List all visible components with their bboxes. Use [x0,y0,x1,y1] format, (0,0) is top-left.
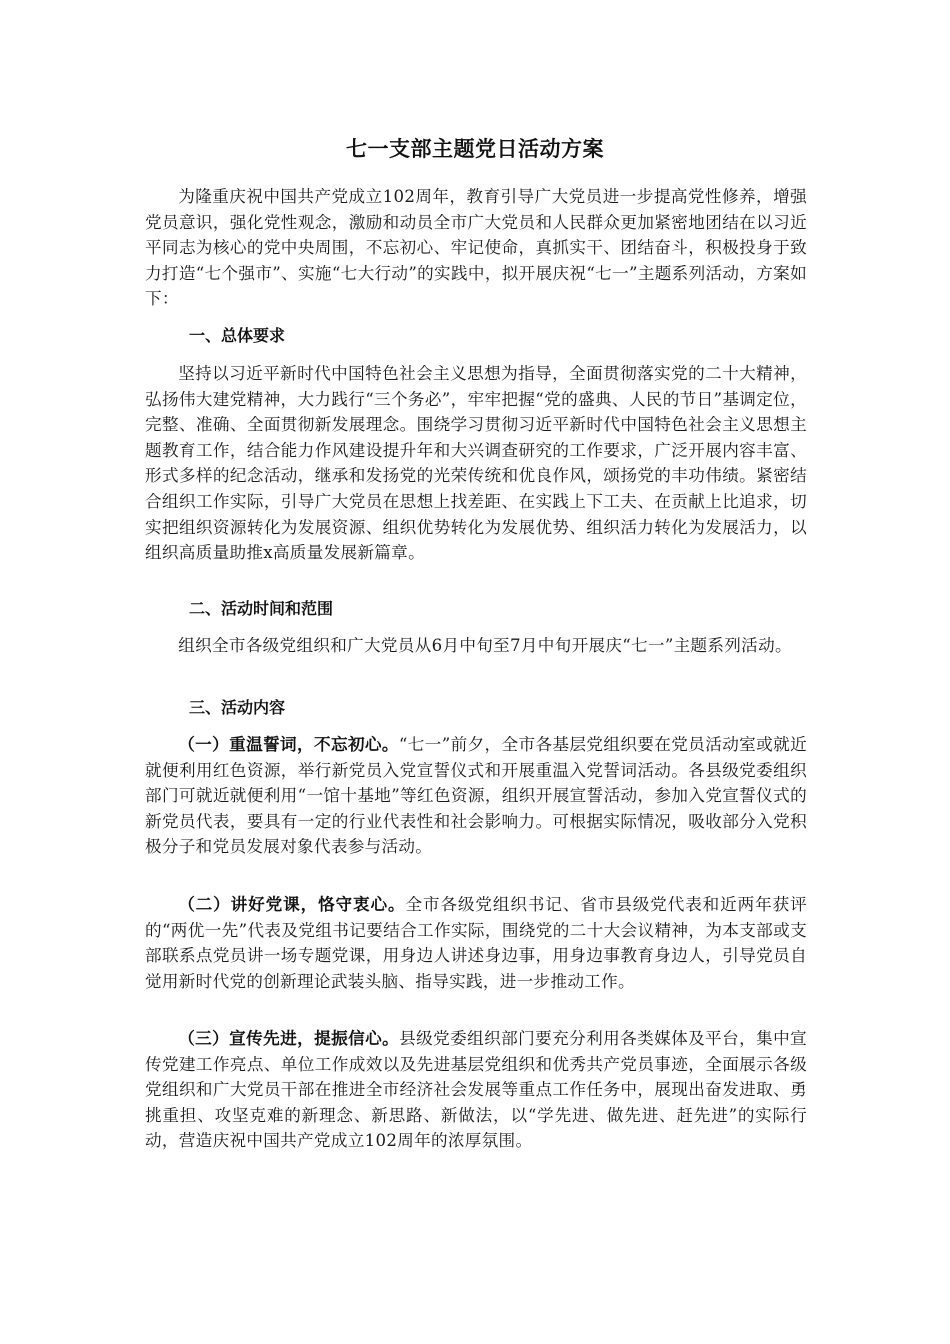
section-heading: 一、总体要求 [189,326,286,345]
section-heading: 二、活动时间和范围 [189,599,334,618]
document-title: 七一支部主题党日活动方案 [346,137,604,161]
section-3 [145,695,807,721]
intro-block [145,184,807,312]
content-item-paragraph [145,892,807,994]
section-body: 坚持以习近平新时代中国特色社会主义思想为指导，全面贯彻落实党的二十大精神，弘扬伟大建党精神，大力践行“三个务必”，牢牢把握“党的盛典、人民的节日”基调定位，完整、准确、全面贯彻新发展理念。围绕学习贯彻习近平新时代中国特色社会主义思想主题教育工作，结合能力作风建设提升年和大兴调查研究的工作要求，广泛开展内容丰富、形式多样的纪念活动，继承和发扬党的光荣传统和优良作风，颂扬党的丰功伟绩。紧密结合组织工作实际，引导广大党员在思想上找差距、在实践上下工夫、在贡献上比追求，切实把组织资源转化为发展资源、组织优势转化为发展优势、组织活力转化为发展活力，以组织高质量助推x高质量发展新篇章。 [145,364,807,563]
section-2-body-block [145,633,807,659]
content-item-lead: （二）讲好党课，恪守衷心。 [178,895,406,914]
content-item-paragraph [145,1026,807,1154]
content-item-2 [145,892,807,994]
content-item-1 [145,732,807,860]
section-body: 组织全市各级党组织和广大党员从6月中旬至7月中旬开展庆“七一”主题系列活动。 [178,636,792,655]
content-item-body: “七一”前夕，全市各基层党组织要在党员活动室或就近就便利用红色资源，举行新党员入党宣誓仪式和开展重温入党誓词活动。各县级党委组织部门可就近就便利用“一馆十基地”等红色资源，组织开展宣誓活动，参加入党宣誓仪式的新党员代表，要具有一定的行业代表性和社会影响力。可根据实际情况，吸收部分入党积极分子和党员发展对象代表参与活动。 [145,735,807,857]
content-item-body: 县级党委组织部门要充分利用各类媒体及平台，集中宣传党建工作亮点、单位工作成效以及先进基层党组织和优秀共产党员事迹，全面展示各级党组织和广大党员干部在推进全市经济社会发展等重点工作任务中，展现出奋发进取、勇挑重担、攻坚克难的新理念、新思路、新做法，以“学先进、做先进、赶先进”的实际行动，营造庆祝中国共产党成立102周年的浓厚氛围。 [145,1029,807,1151]
section-1 [145,323,807,349]
section-2 [145,596,807,622]
content-item-lead: （一）重温誓词，不忘初心。 [178,735,399,754]
content-item-body: 全市各级党组织书记、省市县级党代表和近两年获评的“两优一先”代表及党组书记要结合工作实际，围绕党的二十大会议精神，为本支部或支部联系点党员讲一场专题党课，用身边人讲述身边事，用身边事教育身边人，引导党员自觉用新时代党的创新理论武装头脑、指导实践，进一步推动工作。 [145,895,807,991]
content-item-3 [145,1026,807,1154]
content-item-paragraph [145,732,807,860]
content-item-lead: （三）宣传先进，提振信心。 [178,1029,400,1048]
section-1-body-block [145,361,807,566]
intro-paragraph: 为隆重庆祝中国共产党成立102周年，教育引导广大党员进一步提高党性修养，增强党员意识，强化党性观念，激励和动员全市广大党员和人民群众更加紧密地团结在以习近平同志为核心的党中央周围，不忘初心、牢记使命，真抓实干、团结奋斗，积极投身于致力打造“七个强市”、实施“七大行动”的实践中，拟开展庆祝“七一”主题系列活动，方案如下： [145,187,807,309]
section-heading: 三、活动内容 [189,698,286,717]
